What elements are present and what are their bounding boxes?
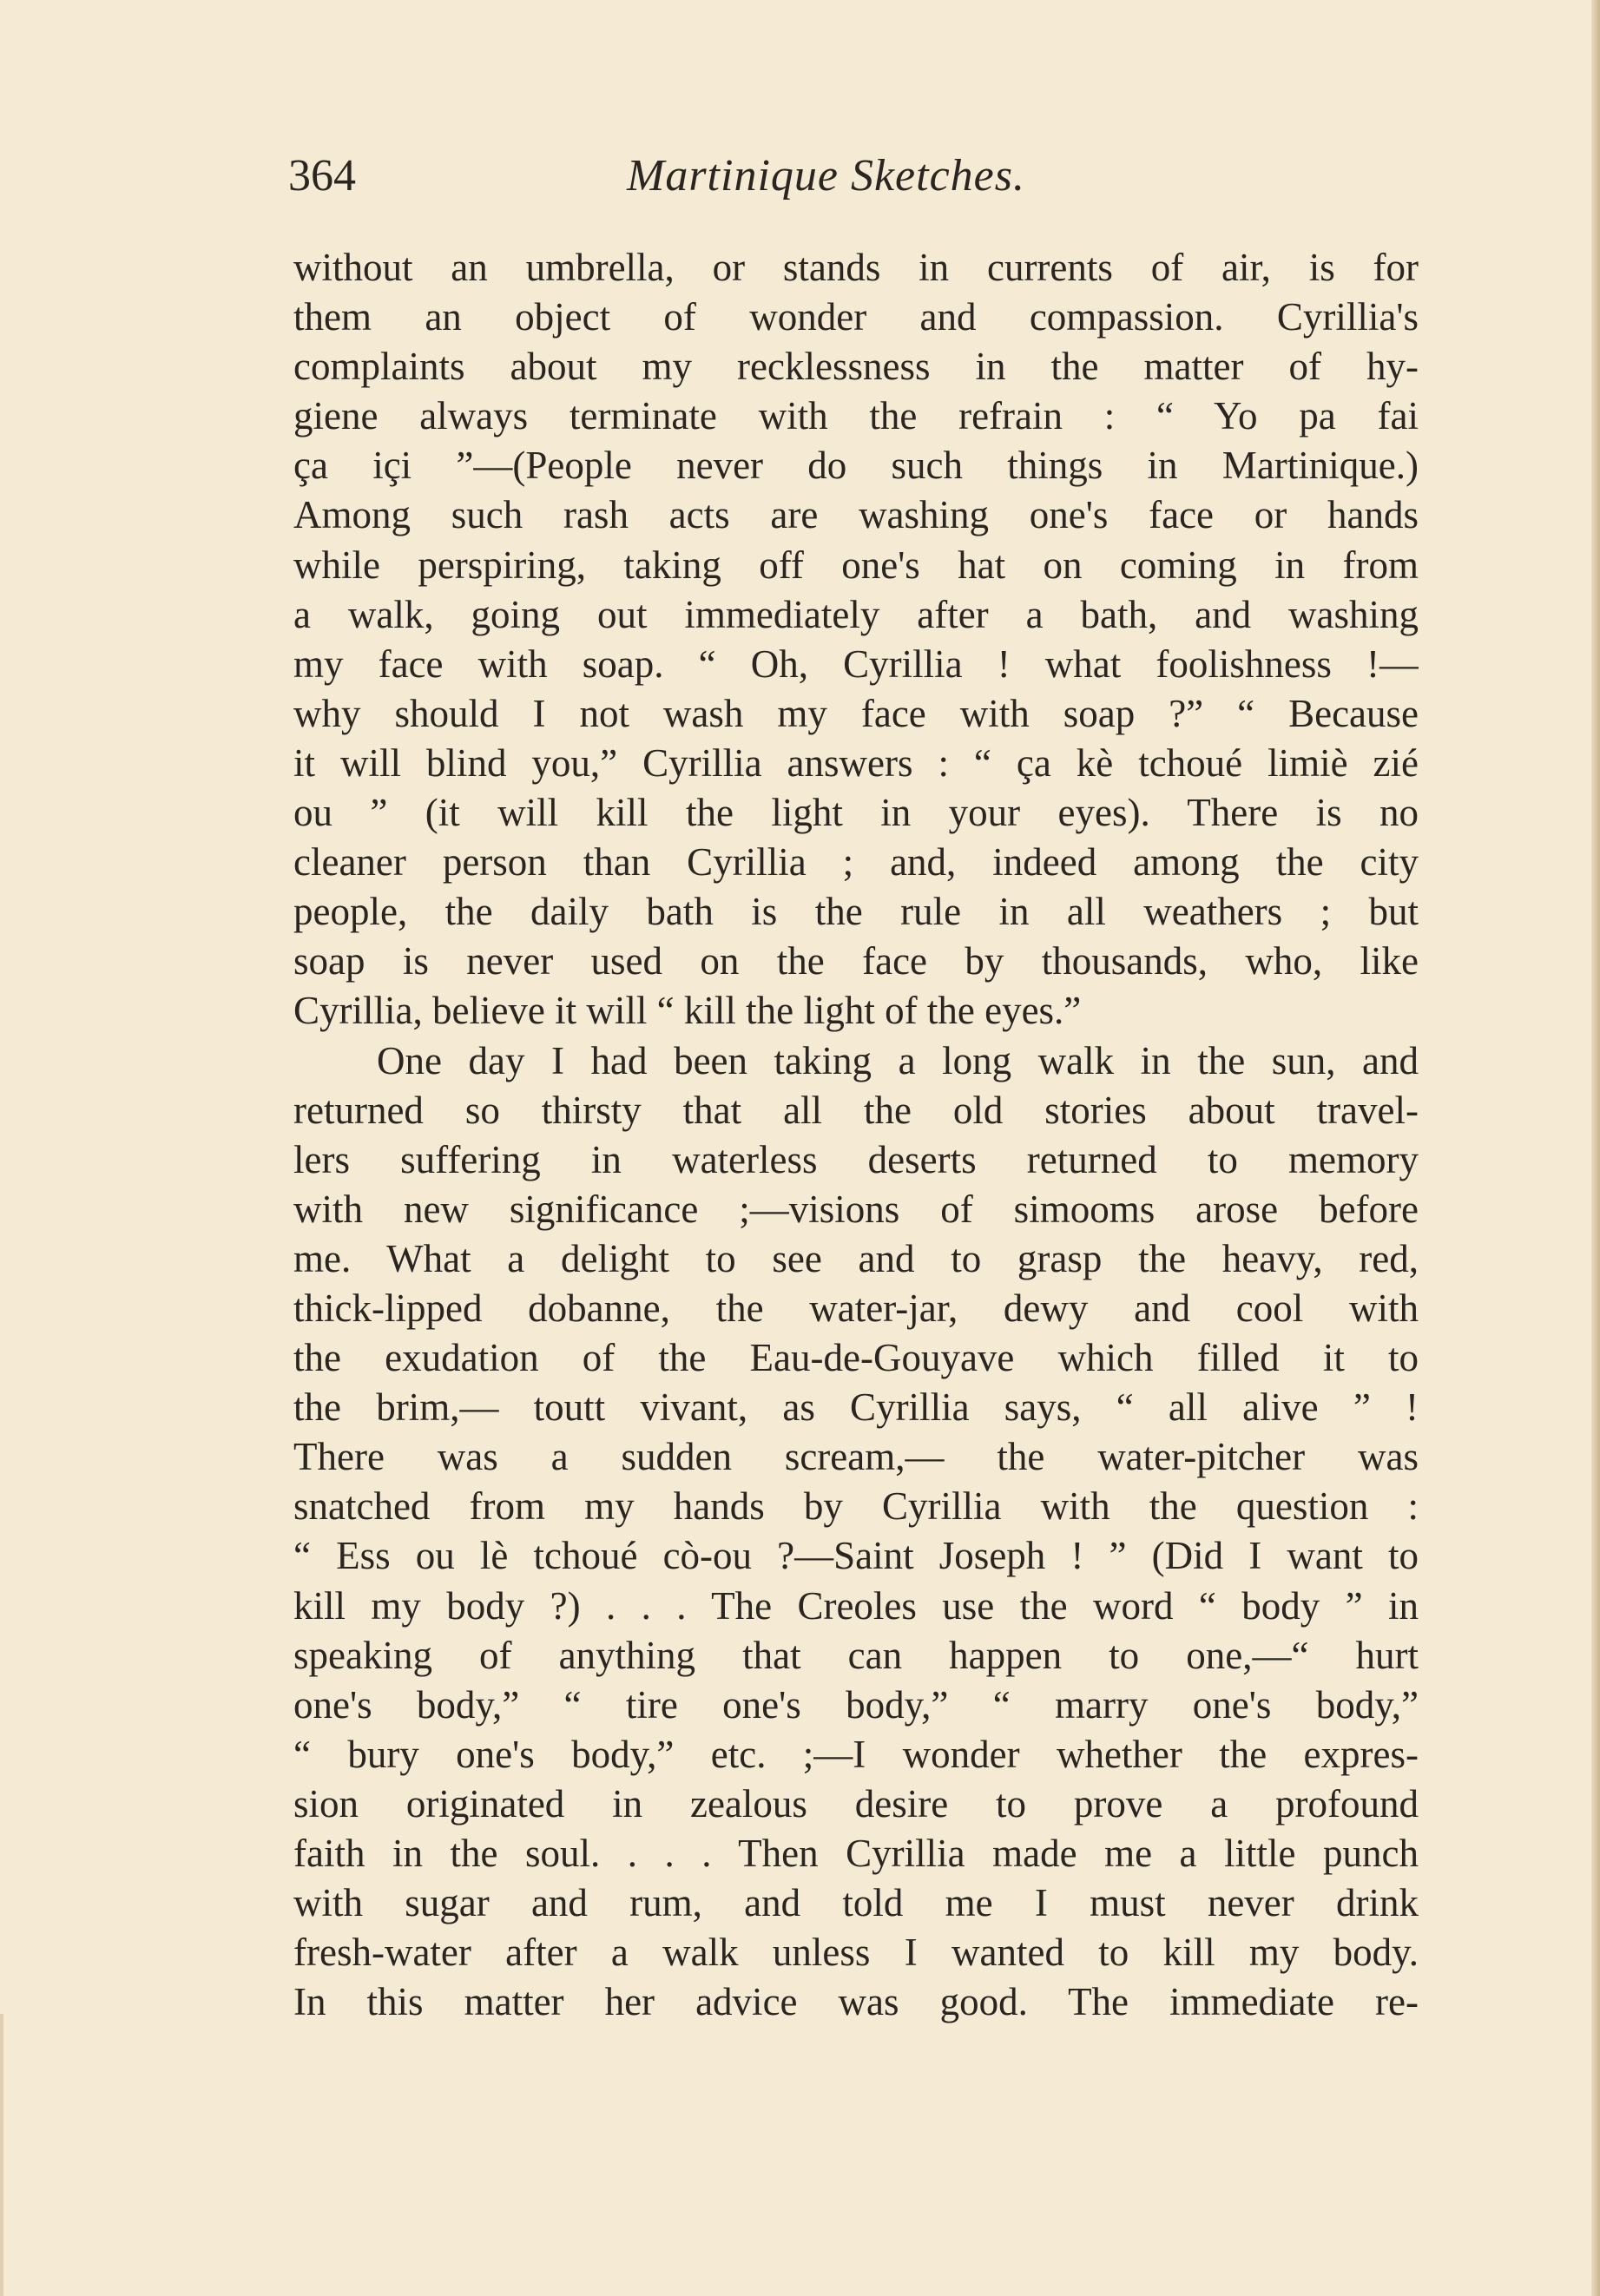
text-line: complaints about my recklessness in the matter of hy- <box>293 345 1419 389</box>
page-edge-shadow <box>1591 0 1600 2296</box>
text-line: the brim,— toutt vivant, as Cyrillia says, “ all alive ” ! <box>293 1385 1419 1430</box>
page-number: 364 <box>288 151 356 201</box>
text-line: There was a sudden scream,— the water-pitcher was <box>293 1435 1419 1479</box>
text-line: ça içi ”—(People never do such things in Martinique.) <box>293 444 1419 488</box>
text-line: Among such rash acts are washing one's face or hands <box>293 493 1419 537</box>
text-line: me. What a delight to see and to grasp the heavy, red, <box>293 1236 1419 1280</box>
text-line: them an object of wonder and compassion. Cyrillia's <box>293 295 1419 339</box>
text-line: people, the daily bath is the rule in all weathers ; but <box>293 890 1419 934</box>
text-line: one's body,” “ tire one's body,” “ marry one's body,” <box>293 1682 1419 1727</box>
text-line: while perspiring, taking off one's hat on coming in from <box>293 543 1419 587</box>
text-line: snatched from my hands by Cyrillia with the question : <box>293 1484 1419 1529</box>
paragraph-first-line: One day I had been taking a long walk in the sun, and <box>377 1038 1419 1082</box>
text-line: giene always terminate with the refrain : “ Yo pa fai <box>293 394 1419 438</box>
text-line: a walk, going out immediately after a bath, and washing <box>293 592 1419 636</box>
text-line: lers suffering in waterless deserts returned to memory <box>293 1137 1419 1181</box>
text-line: returned so thirsty that all the old stories about travel- <box>293 1088 1419 1132</box>
text-line: ou ” (it will kill the light in your eyes). There is no <box>293 791 1419 835</box>
text-line: Cyrillia, believe it will “ kill the light of the eyes.” <box>293 989 1082 1033</box>
text-line: faith in the soul. . . . Then Cyrillia made me a little punch <box>293 1832 1419 1875</box>
text-line: my face with soap. “ Oh, Cyrillia ! what foolishness !— <box>293 641 1419 686</box>
text-line: fresh-water after a walk unless I wanted to kill my body. <box>293 1931 1419 1975</box>
text-line: why should I not wash my face with soap ?” “ Because <box>293 691 1419 735</box>
text-line: thick-lipped dobanne, the water-jar, dewy and cool with <box>293 1286 1419 1330</box>
text-line: the exudation of the Eau-de-Gouyave which filled it to <box>293 1336 1419 1380</box>
body-text <box>293 243 1419 2027</box>
page-gutter-mark <box>0 2014 3 2296</box>
text-line: “ Ess ou lè tchoué cò-ou ?—Saint Joseph ! ” (Did I want to <box>293 1534 1419 1578</box>
text-line: “ bury one's body,” etc. ;—I wonder whether the expres- <box>293 1732 1419 1776</box>
text-line: sion originated in zealous desire to prove a profound <box>293 1781 1419 1826</box>
text-line: kill my body ?) . . . The Creoles use the word “ body ” in <box>293 1583 1419 1628</box>
text-line: with sugar and rum, and told me I must never drink <box>293 1881 1419 1925</box>
text-line: soap is never used on the face by thousands, who, like <box>293 939 1419 984</box>
page-header <box>288 146 1426 207</box>
text-line: it will blind you,” Cyrillia answers : “ ça kè tchoué limiè zié <box>293 740 1419 785</box>
text-line: In this matter her advice was good. The immediate re- <box>293 1980 1419 2024</box>
text-line: with new significance ;—visions of simooms arose before <box>293 1187 1419 1231</box>
text-line: cleaner person than Cyrillia ; and, indeed among the city <box>293 840 1419 885</box>
text-line: speaking of anything that can happen to one,—“ hurt <box>293 1633 1419 1677</box>
text-line: without an umbrella, or stands in currents of air, is for <box>293 246 1419 289</box>
running-title: Martinique Sketches. <box>627 151 1025 201</box>
